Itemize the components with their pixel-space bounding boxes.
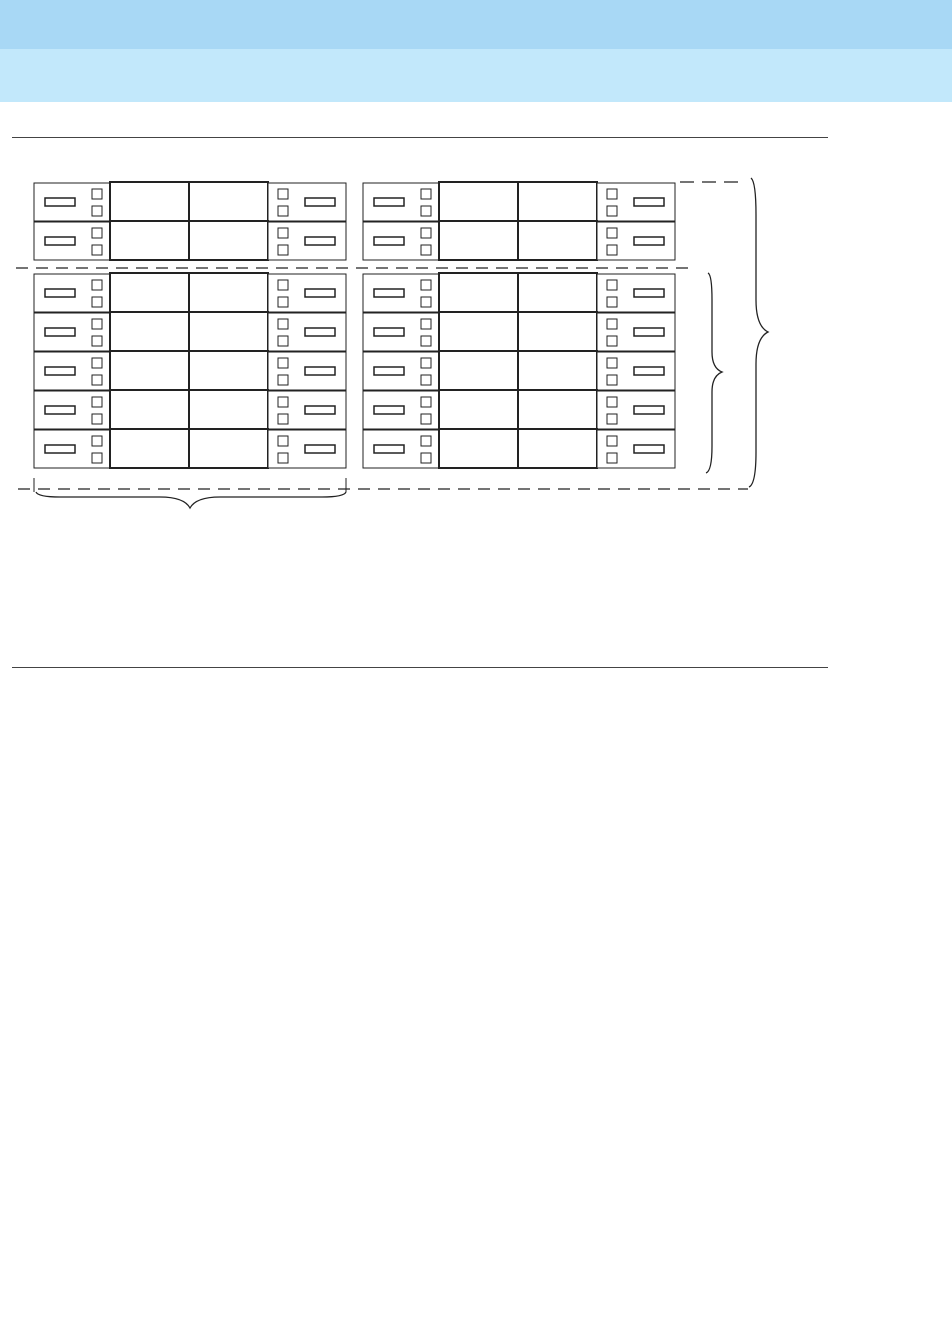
status-led [92, 228, 102, 238]
slot-indicator [634, 289, 664, 297]
status-led [278, 436, 288, 446]
status-led [278, 319, 288, 329]
slot-indicator [305, 289, 335, 297]
slot-indicator [305, 367, 335, 375]
status-led [92, 336, 102, 346]
slot-indicator [374, 328, 404, 336]
slot-indicator [634, 198, 664, 206]
slot-indicator [305, 406, 335, 414]
status-led [92, 453, 102, 463]
status-led [421, 245, 431, 255]
status-led [421, 453, 431, 463]
status-led [421, 436, 431, 446]
status-led [278, 245, 288, 255]
status-led [421, 414, 431, 424]
status-led [92, 319, 102, 329]
left-panel-brace [36, 492, 346, 508]
slot-indicator [45, 328, 75, 336]
slot-indicator [45, 445, 75, 453]
slot-indicator [45, 289, 75, 297]
status-led [92, 189, 102, 199]
full-panel-brace [749, 178, 768, 487]
status-led [278, 453, 288, 463]
status-led [607, 336, 617, 346]
status-led [278, 397, 288, 407]
status-led [421, 336, 431, 346]
status-led [278, 414, 288, 424]
status-led [607, 189, 617, 199]
status-led [421, 319, 431, 329]
status-led [607, 228, 617, 238]
status-led [607, 319, 617, 329]
status-led [421, 397, 431, 407]
status-led [421, 206, 431, 216]
slot-indicator [374, 445, 404, 453]
status-led [421, 297, 431, 307]
slot-indicator [45, 237, 75, 245]
status-led [92, 297, 102, 307]
status-led [607, 358, 617, 368]
status-led [92, 414, 102, 424]
status-led [421, 280, 431, 290]
status-led [92, 358, 102, 368]
slot-indicator [305, 237, 335, 245]
slot-indicator [374, 367, 404, 375]
slot-indicator [45, 367, 75, 375]
status-led [607, 375, 617, 385]
slot-indicator [634, 445, 664, 453]
slot-indicator [374, 198, 404, 206]
status-led [278, 280, 288, 290]
bottom-group-brace [706, 273, 722, 473]
status-led [92, 245, 102, 255]
status-led [607, 297, 617, 307]
status-led [421, 189, 431, 199]
slot-indicator [45, 406, 75, 414]
status-led [607, 414, 617, 424]
slot-indicator [634, 328, 664, 336]
status-led [278, 189, 288, 199]
status-led [607, 206, 617, 216]
status-led [92, 436, 102, 446]
slot-indicator [305, 328, 335, 336]
status-led [92, 397, 102, 407]
slot-indicator [305, 445, 335, 453]
status-led [278, 358, 288, 368]
slot-indicator [374, 406, 404, 414]
status-led [421, 375, 431, 385]
status-led [92, 375, 102, 385]
status-led [421, 228, 431, 238]
slot-indicator [634, 406, 664, 414]
status-led [278, 228, 288, 238]
status-led [607, 280, 617, 290]
slot-indicator [634, 237, 664, 245]
slot-indicator [305, 198, 335, 206]
status-led [92, 206, 102, 216]
status-led [278, 375, 288, 385]
status-led [278, 206, 288, 216]
status-led [278, 336, 288, 346]
slot-indicator [45, 198, 75, 206]
slot-indicator [374, 289, 404, 297]
status-led [607, 453, 617, 463]
status-led [607, 245, 617, 255]
status-led [607, 436, 617, 446]
status-led [92, 280, 102, 290]
slot-indicator [634, 367, 664, 375]
status-led [278, 297, 288, 307]
slot-indicator [374, 237, 404, 245]
status-led [607, 397, 617, 407]
status-led [421, 358, 431, 368]
